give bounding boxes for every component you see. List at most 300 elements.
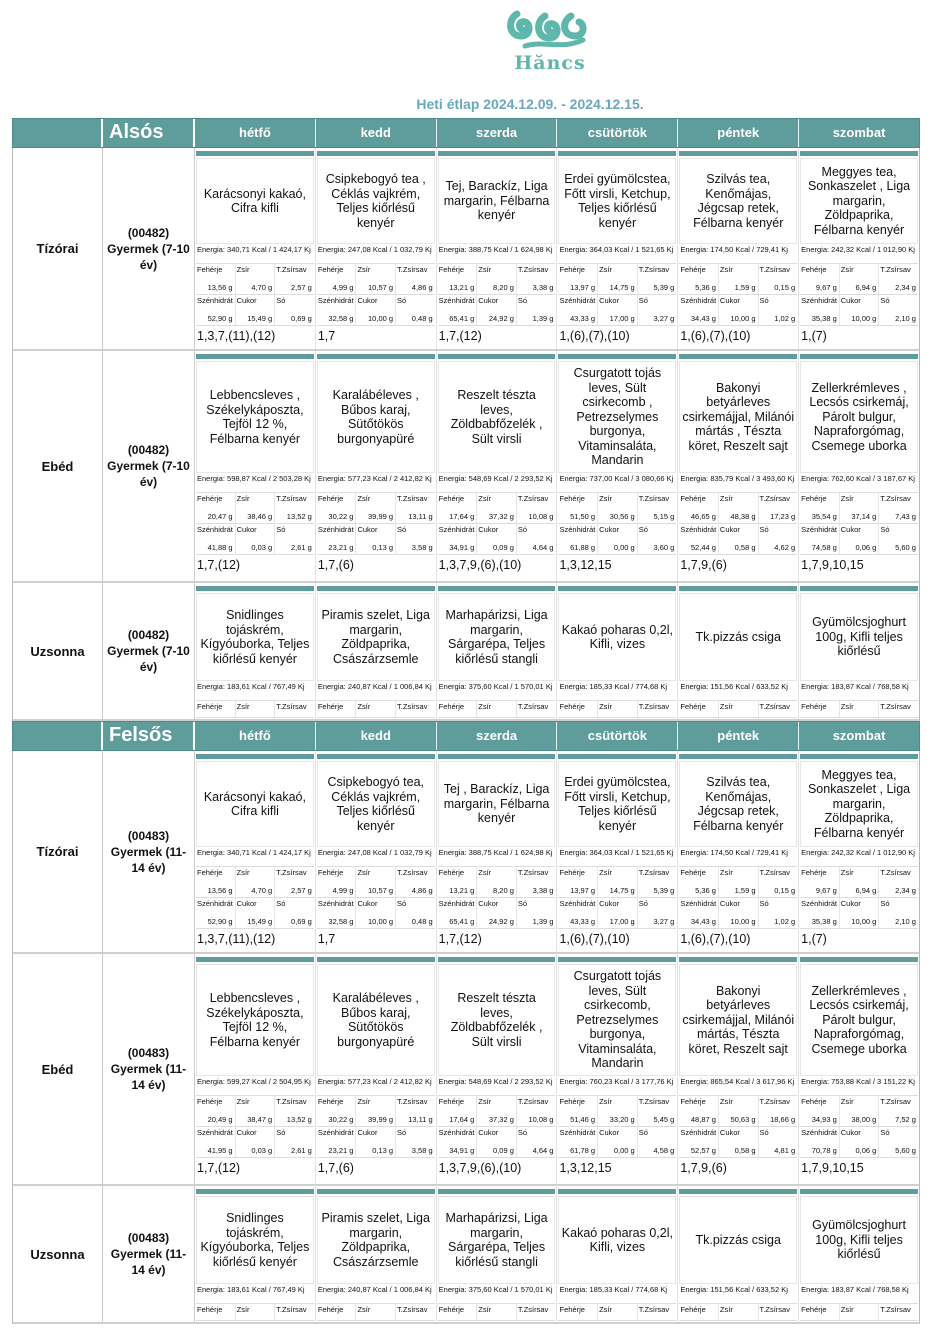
- menu-cell: [195, 751, 316, 952]
- nutrient-label: Szénhidrát: [801, 1128, 837, 1137]
- nutrient-value: 0,06 g: [855, 1146, 877, 1155]
- cell-accent-bar: [196, 754, 314, 759]
- energy-value: Energia: 183,61 Kcal / 767,49 Kj: [196, 1284, 314, 1304]
- nutrient-value: 1,02 g: [774, 917, 796, 926]
- nutrient-value: 9,67 g: [815, 283, 837, 292]
- nutrient-value: 65,41 g: [449, 917, 475, 926]
- nutrient-label: Zsír: [719, 265, 733, 274]
- nutrient-col: [317, 524, 357, 554]
- nutrient-label: T.Zsírsav: [517, 494, 549, 503]
- nutrient-label: Cukor: [599, 525, 620, 534]
- nutrient-row: [317, 1304, 435, 1321]
- nutrient-value: 10,00 g: [368, 917, 394, 926]
- nutrient-label: Só: [880, 1128, 890, 1137]
- energy-value: Energia: 364,03 Kcal / 1 521,65 Kj: [558, 244, 676, 264]
- menu-items: Karalábéleves , Bűbos karaj, Sütőtökös burgonyapüré: [317, 964, 435, 1076]
- nutrient-label: Szénhidrát: [317, 296, 354, 305]
- nutrient-col: [558, 1096, 598, 1126]
- age-group-code: (00483): [127, 828, 170, 843]
- nutrient-row: [679, 295, 797, 326]
- nutrient-col: [196, 524, 236, 554]
- nutrient-row: [558, 1127, 676, 1158]
- nutrient-col: [679, 493, 719, 523]
- nutrient-label: Fehérje: [680, 265, 706, 274]
- nutrient-value: 10,57 g: [368, 283, 394, 292]
- nutrient-col: [759, 1096, 798, 1126]
- nutrient-value: 20,49 g: [207, 1115, 233, 1124]
- nutrient-value: 4,86 g: [411, 283, 433, 292]
- nutrient-label: T.Zsírsav: [397, 1305, 428, 1314]
- menu-items: Snidlinges tojáskrém, Kígyóuborka, Teljes kiőrlésű kenyér: [196, 1196, 314, 1284]
- menu-cell: [195, 1186, 316, 1322]
- cell-accent-bar: [800, 957, 918, 962]
- nutrient-label: Só: [880, 296, 890, 305]
- nutrient-value: 0,69 g: [290, 917, 312, 926]
- cell-accent-bar: [679, 354, 797, 359]
- nutrient-label: Fehérje: [801, 265, 827, 274]
- nutrient-value: 0,00 g: [613, 543, 635, 552]
- nutrient-label: Zsír: [236, 494, 250, 503]
- nutrient-col: [800, 867, 840, 897]
- nutrient-col: [800, 264, 840, 294]
- nutrient-label: Fehérje: [680, 1097, 706, 1106]
- energy-value: Energia: 835,79 Kcal / 3 493,60 Kj: [679, 473, 797, 493]
- nutrient-label: Zsír: [357, 1305, 371, 1314]
- cell-accent-bar: [317, 151, 435, 156]
- nutrient-value: 30,22 g: [328, 512, 354, 521]
- nutrient-label: Szénhidrát: [559, 1128, 596, 1137]
- menu-cell: [678, 583, 799, 719]
- nutrient-col: [719, 1096, 759, 1126]
- nutrient-value: 41,88 g: [207, 543, 233, 552]
- nutrient-label: Só: [759, 296, 769, 305]
- nutrient-row: [438, 701, 556, 718]
- nutrient-label: T.Zsírsav: [880, 494, 911, 503]
- nutrient-label: Zsír: [357, 702, 371, 711]
- nutrient-col: [236, 1127, 276, 1157]
- day-header: kedd: [316, 722, 437, 750]
- menu-cell: [316, 148, 437, 349]
- nutrient-col: [840, 264, 880, 294]
- nutrient-col: [558, 524, 598, 554]
- nutrient-col: [396, 1096, 435, 1126]
- nutrient-label: Só: [397, 1128, 407, 1137]
- nutrient-col: [800, 524, 840, 554]
- nutrient-label: Szénhidrát: [801, 525, 837, 534]
- energy-value: Energia: 577,23 Kcal / 2 412,82 Kj: [317, 473, 435, 493]
- nutrient-label: Só: [759, 1128, 769, 1137]
- nutrient-col: [759, 295, 798, 325]
- age-group-label: Gyermek (11-14 év): [110, 1247, 187, 1277]
- nutrient-value: 34,43 g: [690, 917, 716, 926]
- age-group-code: (00483): [127, 1231, 170, 1245]
- nutrient-col: [317, 1096, 357, 1126]
- nutrient-col: [840, 524, 880, 554]
- nutrient-label: Zsír: [840, 1305, 854, 1314]
- menu-items: Reszelt tészta leves, Zöldbabfőzelék , Sült virsli: [438, 361, 556, 473]
- nutrient-col: [236, 898, 276, 928]
- age-group-text: [107, 828, 190, 876]
- menu-items: Lebbencsleves , Székelykáposzta, Tejföl 12 %, Félbarna kenyér: [196, 964, 314, 1076]
- nutrient-col: [759, 867, 798, 897]
- nutrient-label: Cukor: [236, 296, 257, 305]
- nutrient-value: 5,39 g: [653, 283, 675, 292]
- nutrient-col: [840, 898, 880, 928]
- nutrient-label: Fehérje: [801, 868, 827, 877]
- menu-cell: [437, 583, 558, 719]
- meal-row: [12, 148, 920, 351]
- nutrient-label: Só: [276, 1128, 286, 1137]
- nutrient-col: [800, 1304, 840, 1320]
- nutrient-label: Zsír: [719, 1305, 733, 1314]
- nutrient-value: 52,90 g: [207, 314, 233, 323]
- nutrient-value: 1,02 g: [774, 314, 796, 323]
- cell-accent-bar: [558, 1189, 676, 1194]
- nutrient-col: [477, 1304, 517, 1320]
- allergen-codes: 1,7,(12): [197, 1161, 241, 1175]
- nutrient-label: Cukor: [840, 296, 861, 305]
- nutrient-col: [317, 295, 357, 325]
- age-group: [103, 954, 195, 1184]
- nutrient-row: [679, 867, 797, 898]
- nutrient-row: [558, 898, 676, 929]
- nutrient-row: [679, 493, 797, 524]
- nutrient-row: [800, 867, 918, 898]
- nutrient-label: Só: [638, 899, 648, 908]
- menu-items: Marhapárizsi, Liga margarin, Sárgarépa, Teljes kiőrlésű stangli: [438, 1196, 556, 1284]
- nutrient-label: Fehérje: [801, 1305, 827, 1314]
- nutrient-value: 7,52 g: [895, 1115, 916, 1124]
- nutrient-label: Fehérje: [559, 1097, 585, 1106]
- nutrient-col: [438, 295, 478, 325]
- nutrient-label: T.Zsírsav: [638, 702, 670, 711]
- nutrient-value: 39,99 g: [368, 512, 394, 521]
- nutrient-value: 3,27 g: [653, 917, 675, 926]
- nutrient-col: [275, 898, 314, 928]
- menu-items: Karácsonyi kakaó, Cifra kifli: [196, 761, 314, 847]
- energy-value: Energia: 247,08 Kcal / 1 032,79 Kj: [317, 244, 435, 264]
- nutrient-col: [317, 898, 357, 928]
- nutrient-col: [679, 1127, 719, 1157]
- menu-cell: [557, 1186, 678, 1322]
- nutrient-label: Zsír: [236, 1097, 250, 1106]
- nutrient-value: 8,20 g: [493, 886, 514, 895]
- nutrient-row: [558, 701, 676, 718]
- menu-cell: [799, 351, 919, 581]
- allergen-codes: 1,3,12,15: [559, 558, 612, 572]
- nutrient-label: T.Zsírsav: [276, 702, 307, 711]
- menu-items: Tej , Barackíz, Liga margarin, Félbarna kenyér: [438, 761, 556, 847]
- nutrient-col: [196, 493, 236, 523]
- nutrient-value: 41,95 g: [207, 1146, 233, 1155]
- nutrient-label: Só: [397, 525, 407, 534]
- day-header: csütörtök: [557, 722, 678, 750]
- nutrient-col: [196, 295, 236, 325]
- nutrient-row: [558, 524, 676, 555]
- nutrient-label: Zsír: [357, 494, 371, 503]
- meal-name: Tízórai: [13, 751, 103, 952]
- nutrient-col: [558, 295, 598, 325]
- nutrient-row: [317, 1127, 435, 1158]
- nutrient-label: Zsír: [478, 1305, 492, 1314]
- menu-items: Bakonyi betyárleves csirkemájjal, Milánói mártás, Tészta köret, Reszelt sajt: [679, 964, 797, 1076]
- nutrient-label: Só: [638, 296, 648, 305]
- nutrient-col: [598, 524, 638, 554]
- nutrient-label: Fehérje: [317, 1305, 344, 1314]
- nutrient-label: Fehérje: [197, 265, 223, 274]
- nutrient-label: Fehérje: [317, 265, 344, 274]
- nutrient-col: [317, 1304, 357, 1320]
- nutrient-label: T.Zsírsav: [397, 1097, 428, 1106]
- cell-accent-bar: [558, 754, 676, 759]
- nutrient-col: [356, 898, 396, 928]
- menu-items: Bakonyi betyárleves csirkemájjal, Milánói mártás , Tészta köret, Reszelt sajt: [679, 361, 797, 473]
- cell-accent-bar: [317, 1189, 435, 1194]
- nutrient-value: 37,14 g: [851, 512, 877, 521]
- nutrient-value: 18,66 g: [770, 1115, 796, 1124]
- nutrient-label: T.Zsírsav: [276, 1305, 307, 1314]
- nutrient-row: [800, 264, 918, 295]
- nutrient-value: 14,75 g: [609, 283, 635, 292]
- nutrient-value: 4,70 g: [251, 886, 273, 895]
- nutrient-row: [196, 867, 314, 898]
- nutrient-col: [879, 295, 918, 325]
- nutrient-value: 20,47 g: [207, 512, 233, 521]
- nutrient-col: [879, 1127, 918, 1157]
- nutrient-value: 2,34 g: [895, 886, 916, 895]
- meal-name: Ebéd: [13, 351, 103, 581]
- nutrient-row: [317, 524, 435, 555]
- nutrient-value: 13,97 g: [570, 886, 596, 895]
- nutrient-value: 1,59 g: [734, 283, 756, 292]
- nutrient-label: T.Zsírsav: [276, 1097, 307, 1106]
- nutrient-value: 74,58 g: [811, 543, 837, 552]
- wave-logo-icon: [505, 6, 595, 54]
- nutrient-label: T.Zsírsav: [638, 1097, 670, 1106]
- nutrient-row: [558, 295, 676, 326]
- nutrient-label: Cukor: [719, 899, 740, 908]
- nutrient-row: [317, 1096, 435, 1127]
- group-title: Felsős: [103, 722, 195, 750]
- age-group-text: [107, 442, 190, 490]
- nutrient-col: [477, 867, 517, 897]
- energy-value: Energia: 183,87 Kcal / 768,58 Kj: [800, 681, 918, 701]
- nutrient-value: 5,39 g: [653, 886, 675, 895]
- nutrient-label: Szénhidrát: [317, 1128, 354, 1137]
- nutrient-col: [638, 867, 677, 897]
- nutrient-label: Cukor: [357, 1128, 378, 1137]
- nutrient-value: 0,69 g: [290, 314, 312, 323]
- nutrient-value: 3,38 g: [532, 886, 554, 895]
- nutrient-label: Fehérje: [680, 494, 706, 503]
- nutrient-label: Fehérje: [317, 494, 344, 503]
- nutrient-col: [800, 1096, 840, 1126]
- menu-cell: [678, 1186, 799, 1322]
- menu-items: Tej, Barackíz, Liga margarin, Félbarna kenyér: [438, 158, 556, 244]
- nutrient-value: 34,91 g: [449, 1146, 475, 1155]
- nutrient-col: [517, 1096, 556, 1126]
- nutrient-label: Zsír: [840, 1097, 854, 1106]
- menu-cell: [195, 351, 316, 581]
- nutrient-col: [275, 493, 314, 523]
- nutrient-row: [317, 264, 435, 295]
- nutrient-label: T.Zsírsav: [638, 1305, 670, 1314]
- nutrient-label: Zsír: [719, 494, 733, 503]
- nutrient-label: Só: [276, 899, 286, 908]
- nutrient-value: 6,94 g: [855, 886, 877, 895]
- nutrient-col: [598, 867, 638, 897]
- allergen-codes: 1,(6),(7),(10): [680, 329, 751, 343]
- menu-items: Csipkebogyó tea, Céklás vajkrém, Teljes kiőrlésű kenyér: [317, 761, 435, 847]
- nutrient-value: 13,97 g: [570, 283, 596, 292]
- nutrient-label: Cukor: [840, 525, 861, 534]
- nutrient-col: [598, 493, 638, 523]
- nutrient-col: [236, 493, 276, 523]
- nutrient-value: 0,03 g: [251, 1146, 273, 1155]
- menu-cell: [316, 751, 437, 952]
- allergen-codes: 1,(7): [801, 932, 827, 946]
- nutrient-value: 13,56 g: [207, 886, 233, 895]
- nutrient-label: Só: [517, 899, 528, 908]
- energy-value: Energia: 247,08 Kcal / 1 032,79 Kj: [317, 847, 435, 867]
- menu-table: [12, 118, 920, 1324]
- nutrient-value: 35,38 g: [811, 314, 837, 323]
- nutrient-row: [438, 898, 556, 929]
- age-group-code: (00483): [127, 1046, 170, 1060]
- nutrient-label: Fehérje: [801, 702, 827, 711]
- nutrient-col: [275, 264, 314, 294]
- menu-items: Szilvás tea, Kenőmájas, Jégcsap retek, Félbarna kenyér: [679, 158, 797, 244]
- nutrient-value: 0,09 g: [493, 543, 514, 552]
- energy-value: Energia: 240,87 Kcal / 1 006,84 Kj: [317, 1284, 435, 1304]
- nutrient-value: 13,52 g: [286, 1115, 312, 1124]
- nutrient-label: T.Zsírsav: [397, 494, 428, 503]
- menu-items: Csipkebogyó tea , Céklás vajkrém, Teljes kiőrlésű kenyér: [317, 158, 435, 244]
- menu-cell: [557, 954, 678, 1184]
- menu-cell: [557, 351, 678, 581]
- cell-accent-bar: [196, 1189, 314, 1194]
- nutrient-col: [598, 1127, 638, 1157]
- nutrient-label: Cukor: [599, 296, 620, 305]
- nutrient-col: [438, 524, 478, 554]
- nutrient-label: Cukor: [719, 525, 740, 534]
- nutrient-col: [879, 1304, 918, 1320]
- nutrient-value: 5,60 g: [895, 1146, 916, 1155]
- nutrient-label: Só: [276, 525, 286, 534]
- nutrient-label: T.Zsírsav: [638, 265, 670, 274]
- nutrient-col: [719, 295, 759, 325]
- nutrient-col: [396, 898, 435, 928]
- nutrient-label: Zsír: [478, 868, 492, 877]
- logo-text: Hăncs: [514, 52, 586, 74]
- age-group-text: [107, 1230, 190, 1278]
- nutrient-row: [438, 1096, 556, 1127]
- age-group-code: (00482): [127, 628, 170, 642]
- nutrient-row: [679, 1096, 797, 1127]
- nutrient-col: [840, 1304, 880, 1320]
- nutrient-value: 4,58 g: [653, 1146, 675, 1155]
- nutrient-label: T.Zsírsav: [397, 702, 428, 711]
- nutrient-col: [477, 524, 517, 554]
- menu-items: Csurgatott tojás leves, Sült csirkecomb, Petrezselymes burgonya, Vitaminsaláta, Mandarin: [558, 964, 676, 1076]
- nutrient-label: Fehérje: [438, 494, 465, 503]
- nutrient-row: [196, 264, 314, 295]
- nutrient-value: 3,60 g: [653, 543, 675, 552]
- nutrient-value: 38,47 g: [247, 1115, 273, 1124]
- menu-items: Marhapárizsi, Liga margarin, Sárgarépa, Teljes kiőrlésű stangli: [438, 593, 556, 681]
- menu-cell: [799, 954, 919, 1184]
- nutrient-value: 43,33 g: [570, 314, 596, 323]
- nutrient-row: [800, 1127, 918, 1158]
- nutrient-value: 34,91 g: [449, 543, 475, 552]
- allergen-codes: 1,7: [317, 329, 336, 343]
- nutrient-label: Só: [638, 1128, 648, 1137]
- nutrient-label: T.Zsírsav: [397, 265, 428, 274]
- nutrient-label: T.Zsírsav: [638, 494, 670, 503]
- nutrient-col: [438, 264, 478, 294]
- nutrient-row: [438, 493, 556, 524]
- nutrient-value: 15,49 g: [247, 917, 273, 926]
- nutrient-col: [396, 1127, 435, 1157]
- nutrient-label: T.Zsírsav: [276, 265, 307, 274]
- nutrient-col: [275, 701, 314, 717]
- nutrient-value: 17,00 g: [609, 314, 635, 323]
- nutrient-value: 15,49 g: [247, 314, 273, 323]
- nutrient-label: Fehérje: [559, 494, 585, 503]
- nutrient-col: [517, 524, 556, 554]
- menu-cell: [437, 1186, 558, 1322]
- nutrient-col: [356, 295, 396, 325]
- nutrient-value: 4,62 g: [774, 543, 796, 552]
- nutrient-label: T.Zsírsav: [880, 265, 911, 274]
- nutrient-value: 0,03 g: [251, 543, 273, 552]
- nutrient-value: 37,32 g: [488, 1115, 514, 1124]
- energy-value: Energia: 753,88 Kcal / 3 151,22 Kj: [800, 1076, 918, 1096]
- menu-cell: [316, 1186, 437, 1322]
- day-header: hétfő: [195, 722, 316, 750]
- menu-items: Tk.pizzás csiga: [679, 593, 797, 681]
- nutrient-row: [196, 701, 314, 718]
- nutrient-value: 30,22 g: [328, 1115, 354, 1124]
- nutrient-label: Só: [517, 525, 528, 534]
- nutrient-value: 3,27 g: [653, 314, 675, 323]
- nutrient-col: [275, 1304, 314, 1320]
- allergen-codes: 1,(6),(7),(10): [559, 329, 630, 343]
- nutrient-col: [759, 264, 798, 294]
- nutrient-row: [196, 1304, 314, 1321]
- nutrient-label: T.Zsírsav: [517, 1305, 549, 1314]
- cell-accent-bar: [800, 754, 918, 759]
- nutrient-label: Zsír: [599, 702, 613, 711]
- menu-cell: [437, 751, 558, 952]
- nutrient-label: Zsír: [719, 868, 733, 877]
- menu-items: Piramis szelet, Liga margarin, Zöldpaprika, Császárzsemle: [317, 1196, 435, 1284]
- cell-accent-bar: [438, 1189, 556, 1194]
- nutrient-row: [317, 898, 435, 929]
- nutrient-label: Szénhidrát: [559, 899, 596, 908]
- nutrient-value: 38,00 g: [851, 1115, 877, 1124]
- nutrient-label: Zsír: [599, 494, 613, 503]
- allergen-codes: 1,3,7,(11),(12): [197, 932, 276, 946]
- nutrient-label: Szénhidrát: [317, 899, 354, 908]
- menu-items: Meggyes tea, Sonkaszelet , Liga margarin, Zöldpaprika, Félbarna kenyér: [800, 761, 918, 847]
- nutrient-col: [558, 264, 598, 294]
- nutrient-col: [438, 493, 478, 523]
- menu-cell: [678, 351, 799, 581]
- energy-value: Energia: 242,32 Kcal / 1 012,90 Kj: [800, 847, 918, 867]
- nutrient-value: 52,57 g: [690, 1146, 716, 1155]
- nutrient-value: 5,36 g: [695, 886, 716, 895]
